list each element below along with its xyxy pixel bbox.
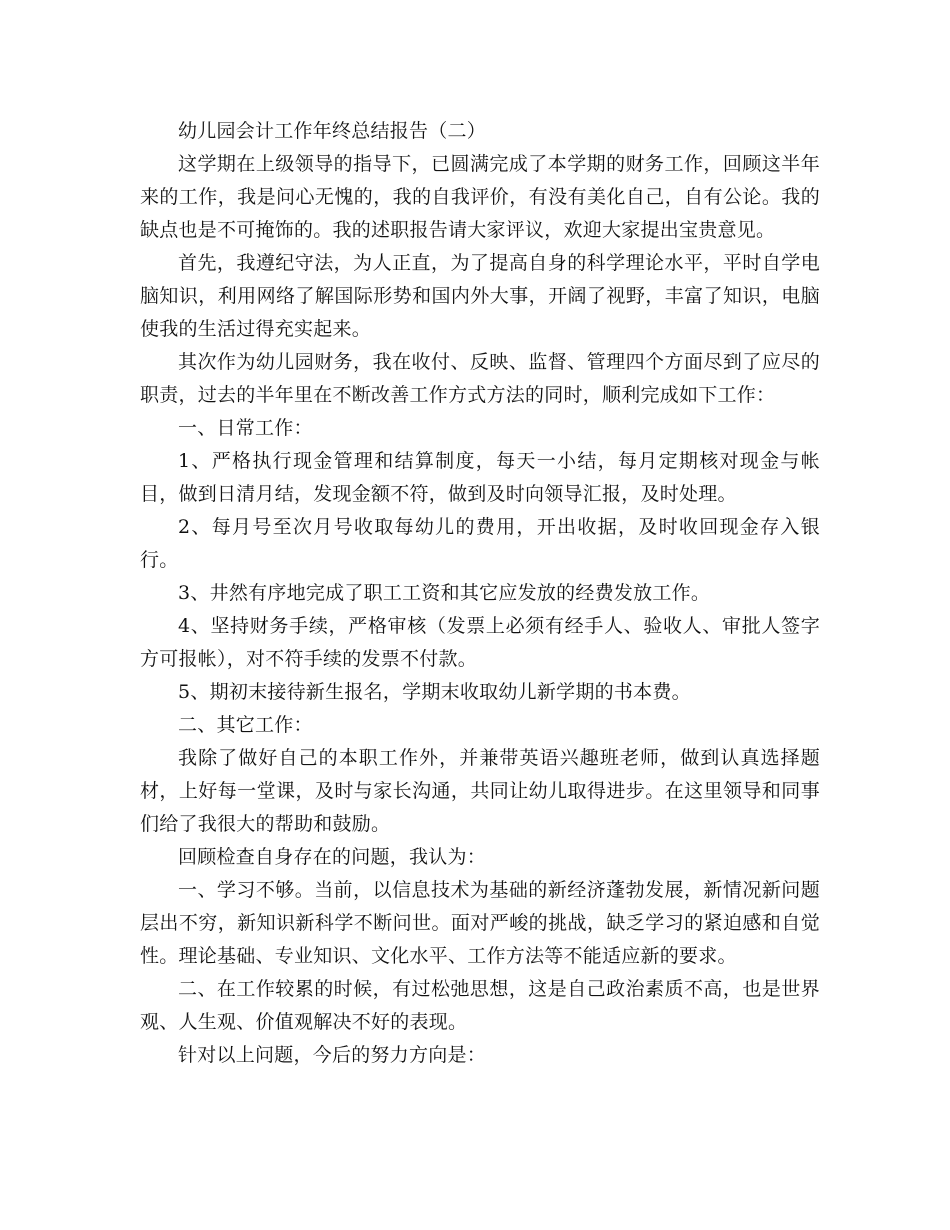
paragraph-second: 其次作为幼儿园财务，我在收付、反映、监督、管理四个方面尽到了应尽的职责，过去的半年里在不断改善工作方式方法的同时，顺利完成如下工作： — [140, 351, 820, 406]
list-item-4: 4、坚持财务手续，严格审核（发票上必须有经手人、验收人、审批人签字方可报帐），对不符手续的发票不付款。 — [140, 615, 820, 670]
paragraph-direction: 针对以上问题，今后的努力方向是： — [178, 1044, 487, 1066]
heading-daily-work: 一、日常工作： — [178, 417, 313, 439]
paragraph-first: 首先，我遵纪守法，为人正直，为了提高自身的科学理论水平，平时自学电脑知识，利用网络了解国际形势和国内外大事，开阔了视野，丰富了知识，电脑使我的生活过得充实起来。 — [140, 252, 820, 340]
paragraph-review: 回顾检查自身存在的问题，我认为： — [178, 846, 487, 868]
list-item-3: 3、井然有序地完成了职工工资和其它应发放的经费发放工作。 — [178, 582, 711, 604]
problem-1: 一、学习不够。当前，以信息技术为基础的新经济蓬勃发展，新情况新问题层出不穷，新知识新科学不断问世。面对严峻的挑战，缺乏学习的紧迫感和自觉性。理论基础、专业知识、文化水平、工作方法等不能适应新的要求。 — [140, 879, 820, 967]
heading-other-work: 二、其它工作： — [178, 714, 313, 736]
document-title: 幼儿园会计工作年终总结报告（二） — [178, 120, 487, 142]
list-item-1: 1、严格执行现金管理和结算制度，每天一小结，每月定期核对现金与帐目，做到日清月结，发现金额不符，做到及时向领导汇报，及时处理。 — [140, 450, 820, 505]
problem-2: 二、在工作较累的时候，有过松弛思想，这是自己政治素质不高，也是世界观、人生观、价值观解决不好的表现。 — [140, 978, 820, 1033]
list-item-2: 2、每月号至次月号收取每幼儿的费用，开出收据，及时收回现金存入银行。 — [140, 516, 820, 571]
paragraph-other-work: 我除了做好自己的本职工作外，并兼带英语兴趣班老师，做到认真选择题材，上好每一堂课，及时与家长沟通，共同让幼儿取得进步。在这里领导和同事们给了我很大的帮助和鼓励。 — [140, 747, 820, 835]
paragraph-intro: 这学期在上级领导的指导下，已圆满完成了本学期的财务工作，回顾这半年来的工作，我是问心无愧的，我的自我评价，有没有美化自己，自有公论。我的缺点也是不可掩饰的。我的述职报告请大家评议，欢迎大家提出宝贵意见。 — [140, 153, 820, 241]
list-item-5: 5、期初末接待新生报名，学期末收取幼儿新学期的书本费。 — [178, 681, 691, 703]
document-body — [140, 115, 820, 1072]
